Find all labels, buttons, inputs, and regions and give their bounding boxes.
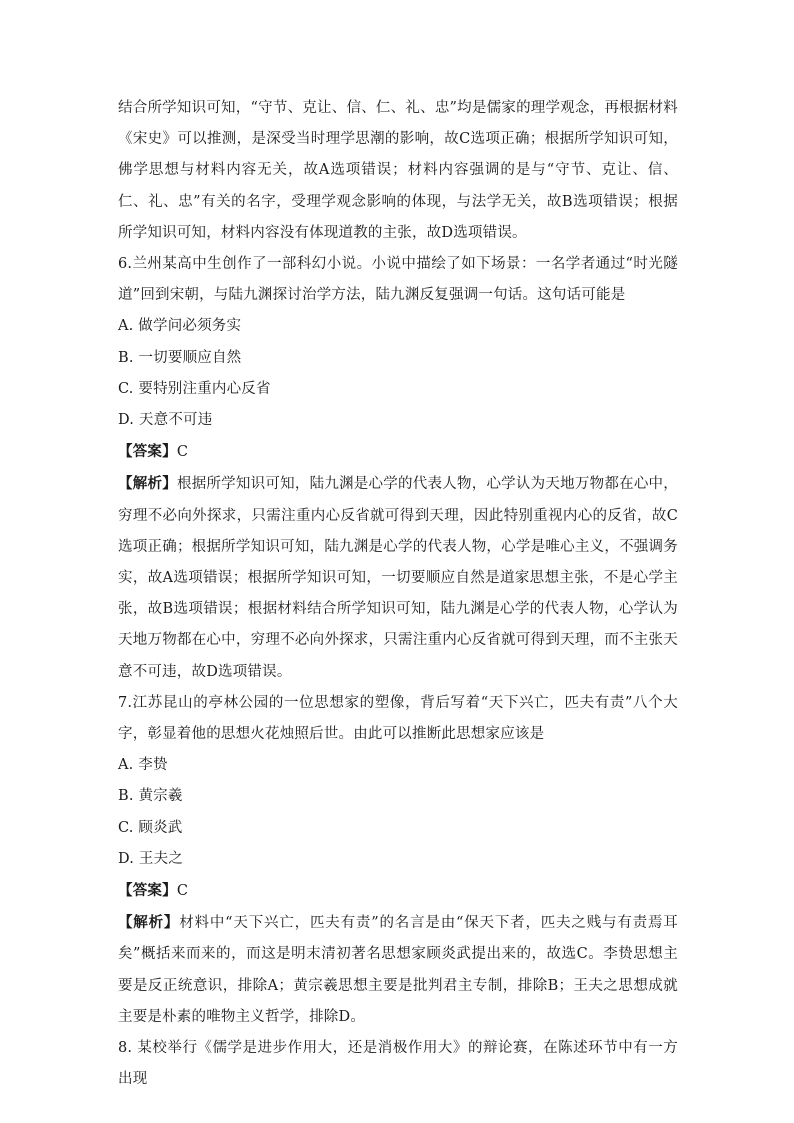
question-8-stem: 8. 某校举行《儒学是进步作用大，还是消极作用大》的辩论赛，在陈述环节中有一方出现 [118,1040,678,1088]
question-6 [118,249,678,688]
question-6-option-c: C. 要特别注重内心反省 [118,380,271,397]
question-6-answer [118,436,678,468]
question-6-stem: 6.兰州某高中生创作了一部科幻小说。小说中描绘了如下场景：一名学者通过“时光隧道”回到宋朝，与陆九渊探讨治学方法，陆九渊反复强调一句话。这句话可能是 [118,256,678,304]
document-content [118,93,678,1096]
answer-label: 【答案】 [118,443,177,461]
question-8 [118,1033,678,1095]
question-7-option-b: B. 黄宗羲 [118,788,183,805]
question-7-stem: 7.江苏昆山的亭林公园的一位思想家的塑像，背后写着“天下兴亡，匹夫有责”八个大字，彰显着他的思想火花烛照后世。由此可以推断此思想家应该是 [118,694,678,743]
question-7 [118,688,678,1033]
question-7-option-a: A. 李贽 [118,757,168,774]
question-7-answer [118,875,678,907]
question-6-option-d: D. 天意不可违 [118,412,213,429]
question-6-analysis [118,468,678,687]
analysis-label: 【解析】 [118,475,177,493]
analysis-text: 根据所学知识可知，陆九渊是心学的代表人物，心学认为天地万物都在心中，穷理不必向外探求，只需注重内心反省就可得到天理，因此特别重视内心的反省，故C选项正确；根据所学知识可知，陆九渊是心学的代表人物，心学是唯心主义，不强调务实，故A选项错误；根据所学知识可知，一切要顺应自然是道家思想主张，不是心学主张，故B选项错误；根据材料结合所学知识可知，陆九渊是心学的代表人物，心学认为天地万物都在心中，穷理不必向外探求，只需注重内心反省就可得到天理，而不主张天意不可违，故D选项错误。 [118,476,678,680]
answer-value: C [176,444,189,461]
answer-value: C [176,883,189,900]
question-7-analysis [118,907,678,1033]
previous-explanation: 结合所学知识可知，“守节、克让、信、仁、礼、忠”均是儒家的理学观念，再根据材料《宋史》可以推测，是深受当时理学思潮的影响，故C选项正确；根据所学知识可知，佛学思想与材料内容无关，故A选项错误；材料内容强调的是与“守节、克让、信、仁、礼、忠”有关的名字，受理学观念影响的体现，与法学无关，故B选项错误；根据所学知识可知，材料内容没有体现道教的主张，故D选项错误。 [118,100,678,241]
question-6-option-b: B. 一切要顺应自然 [118,349,242,366]
question-7-option-c: C. 顾炎武 [118,819,183,836]
analysis-label: 【解析】 [118,914,180,932]
analysis-text: 材料中“天下兴亡，匹夫有责”的名言是由“保天下者，匹夫之贱与有责焉耳矣”概括来而来的，而这是明末清初著名思想家顾炎武提出来的，故选C。李贽思想主要是反正统意识，排除A；黄宗羲思想主要是批判君主专制，排除B；王夫之思想成就主要是朴素的唯物主义哲学，排除D。 [118,915,678,1025]
question-6-option-a: A. 做学问必须务实 [118,318,242,335]
answer-label: 【答案】 [118,882,177,900]
question-7-option-d: D. 王夫之 [118,850,184,867]
